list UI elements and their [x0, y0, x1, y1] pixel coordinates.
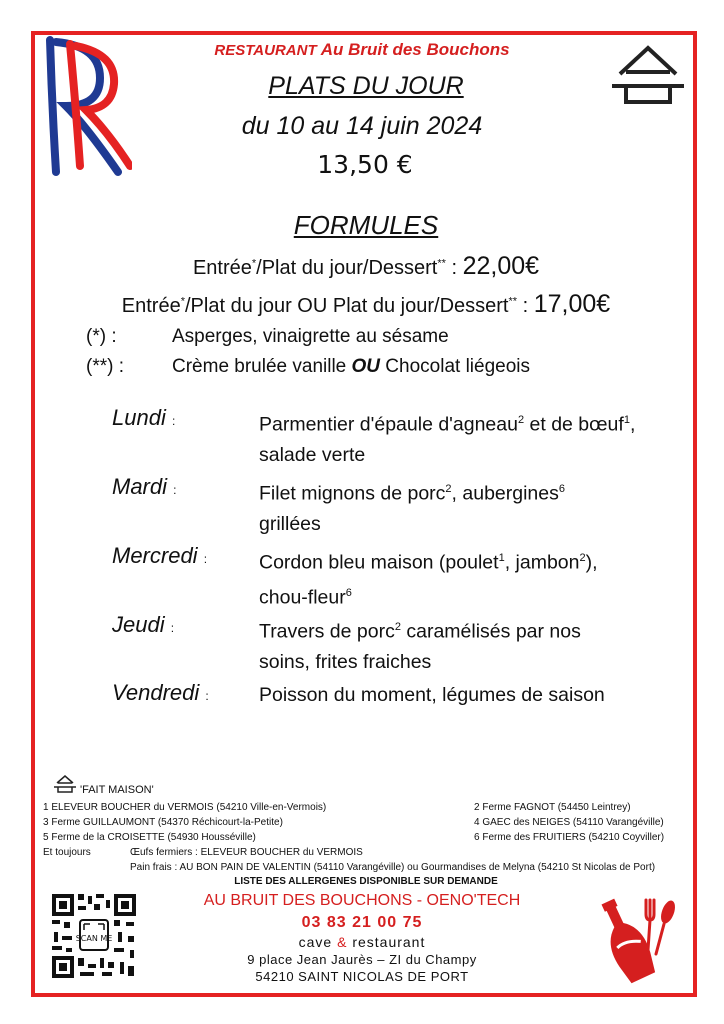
supplier-3: 3 Ferme GUILLAUMONT (54370 Réchicourt-la-Petite) — [43, 817, 283, 828]
formule-two-course: Entrée*/Plat du jour OU Plat du jour/Dessert** : 17,00€ — [121, 290, 611, 318]
dish-mercredi-c: ), — [585, 551, 598, 574]
dish-mercredi — [259, 543, 699, 612]
dish-lundi-b: et de bœuf — [524, 413, 624, 436]
oeufs-line: Œufs fermiers : ELEVEUR BOUCHER du VERMOIS — [130, 847, 363, 858]
day-jeudi: Jeudi : — [112, 612, 175, 637]
footer-subtitle-cave: cave — [298, 934, 338, 950]
pain-line: Pain frais : AU BON PAIN DE VALENTIN (54110 Varangéville) ou Gourmandises de Melyna (54210 St Nicolas de Port) — [130, 862, 656, 873]
formule-2-colon: : — [517, 295, 534, 317]
dish-jeudi — [259, 612, 699, 677]
dish-mercredi-a: Cordon bleu maison (poulet — [259, 551, 499, 574]
dish-lundi-sup-2: 1 — [623, 414, 630, 426]
formule-2-text-a: /Plat du jour — [185, 295, 298, 317]
dish-mardi-sup-1: 2 — [445, 483, 452, 495]
allergenes-notice: LISTE DES ALLERGENES DISPONIBLE SUR DEMANDE — [234, 876, 498, 887]
dish-jeudi-a: Travers de porc — [259, 620, 395, 643]
date-range: du 10 au 14 juin 2024 — [241, 112, 483, 140]
dish-mardi-sup-2: 6 — [558, 483, 565, 495]
dish-mercredi-d: chou-fleur — [259, 586, 346, 608]
supplier-5: 5 Ferme de la CROISETTE (54930 Housséville) — [43, 832, 256, 843]
footer-phone[interactable]: 03 83 21 00 75 — [301, 914, 423, 931]
formules-title: FORMULES — [293, 210, 439, 240]
dish-vendredi — [259, 680, 699, 710]
formule-2-entree: Entrée — [121, 295, 181, 317]
dish-lundi-d: salade verte — [259, 443, 366, 466]
dish-jeudi-b: caramélisés par nos — [400, 620, 581, 643]
note-1-text: Asperges, vinaigrette au sésame — [172, 326, 449, 347]
dish-mercredi-b: , jambon — [504, 551, 580, 574]
footer-city: 54210 SAINT NICOLAS DE PORT — [255, 969, 469, 984]
footer-subtitle-restaurant: restaurant — [347, 934, 426, 950]
day-mercredi-label: Mercredi — [112, 543, 198, 568]
restaurant-prefix: RESTAURANT — [214, 42, 317, 59]
qr-scan-me-label: SCAN ME — [75, 934, 113, 943]
dish-lundi — [259, 405, 699, 470]
dish-mardi — [259, 474, 699, 539]
fait-maison-small-icon — [54, 774, 76, 794]
note-dessert — [0, 356, 724, 382]
footer-restaurant-name: AU BRUIT DES BOUCHONS - OENO'TECH — [203, 892, 521, 909]
note-2-text-a: Crème brulée vanille — [172, 356, 352, 377]
day-jeudi-label: Jeudi — [112, 612, 165, 637]
dish-mardi-b: , aubergines — [451, 482, 559, 505]
day-lundi-label: Lundi — [112, 405, 166, 430]
dish-lundi-a: Parmentier d'épaule d'agneau — [259, 413, 518, 436]
dish-jeudi-c: soins, frites fraiches — [259, 650, 432, 673]
formule-2-text-b: Plat du jour/Dessert — [327, 295, 509, 317]
supplier-1: 1 ELEVEUR BOUCHER du VERMOIS (54210 Ville-en-Vermois) — [43, 802, 327, 813]
plats-du-jour-title: PLATS DU JOUR — [268, 72, 464, 100]
formule-1-entree: Entrée — [192, 257, 252, 279]
day-lundi: Lundi : — [112, 405, 176, 430]
dish-mercredi-sup-2: 2 — [579, 552, 586, 564]
day-mardi-label: Mardi — [112, 474, 168, 499]
note-1-mark: (*) : — [86, 326, 117, 347]
dish-vendredi-a: Poisson du moment, légumes de saison — [259, 684, 605, 706]
formule-2-ou: OU — [297, 295, 328, 317]
note-2-text-b: Chocolat liégeois — [380, 356, 531, 377]
supplier-2: 2 Ferme FAGNOT (54450 Leintrey) — [474, 802, 631, 813]
restaurant-name: Au Bruit des Bouchons — [320, 40, 510, 59]
formule-entree-plat-dessert: Entrée*/Plat du jour/Dessert** : 22,00€ — [192, 252, 540, 280]
dish-mardi-c: grillées — [259, 512, 321, 535]
day-mardi: Mardi : — [112, 474, 177, 499]
plat-price: 13,50 € — [317, 150, 413, 179]
day-vendredi-label: Vendredi — [112, 680, 200, 705]
formule-1-text: /Plat du jour/Dessert — [256, 257, 438, 279]
restaurant-header — [0, 40, 724, 60]
supplier-6: 6 Ferme des FRUITIERS (54210 Coyviller) — [474, 832, 665, 843]
dish-lundi-c: , — [629, 413, 636, 436]
dish-lundi-sup-1: 2 — [517, 414, 525, 426]
formule-1-colon: : — [445, 257, 463, 279]
bottle-cutlery-icon — [600, 892, 684, 986]
formule-1-price: 22,00€ — [462, 252, 540, 280]
et-toujours-label: Et toujours — [43, 847, 91, 858]
fait-maison-label: 'FAIT MAISON' — [80, 784, 154, 796]
note-2-ou: OU — [351, 356, 381, 377]
day-vendredi: Vendredi : — [112, 680, 209, 705]
note-2-text — [172, 356, 530, 378]
supplier-4: 4 GAEC des NEIGES (54110 Varangéville) — [474, 817, 664, 828]
dish-mardi-a: Filet mignons de porc — [259, 482, 446, 505]
dish-mercredi-sup-3: 6 — [345, 586, 352, 599]
footer-address: 9 place Jean Jaurès – ZI du Champy — [247, 952, 477, 967]
dish-mercredi-sup-1: 1 — [498, 552, 505, 564]
note-2-mark: (**) : — [86, 356, 124, 377]
day-mercredi: Mercredi : — [112, 543, 208, 568]
dish-jeudi-sup-1: 2 — [394, 621, 401, 633]
formule-2-price: 17,00€ — [533, 290, 611, 318]
note-entree — [0, 326, 724, 352]
footer-subtitle-ampersand: & — [337, 934, 348, 950]
